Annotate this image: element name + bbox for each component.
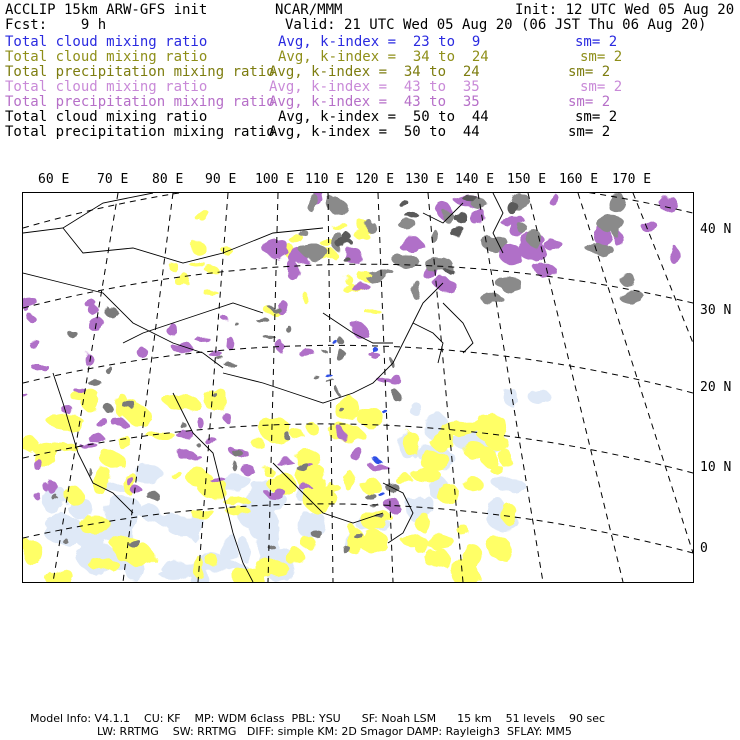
top-cloud-area [587, 243, 611, 254]
upper-cloud-area [278, 342, 285, 354]
top-cloud-area [127, 538, 140, 547]
legend-avg-6: Avg, k-index = 50 to 44 [269, 124, 480, 140]
upper-cloud-area [34, 458, 42, 471]
mid-cloud-area [465, 479, 485, 493]
top-cloud-area [209, 389, 214, 393]
legend-avg-3: Avg, k-index = 43 to 35 [269, 79, 480, 95]
mid-cloud-area [166, 395, 200, 411]
mid-cloud-area [307, 423, 319, 435]
top-cloud-core [338, 238, 352, 246]
mid-cloud-area [193, 210, 211, 221]
mid-cloud-area [498, 449, 512, 466]
upper-cloud-area [658, 195, 677, 211]
top-cloud-core [455, 215, 468, 223]
low-cloud-core [372, 347, 379, 352]
mid-cloud-area [23, 540, 43, 565]
legend-field-0: Total cloud mixing ratio [5, 34, 208, 50]
upper-cloud-area [349, 446, 362, 460]
legend-sm-2: sm= 2 [568, 64, 611, 80]
upper-cloud-area [369, 463, 388, 471]
mid-cloud-area [302, 293, 309, 303]
upper-cloud-area [352, 322, 366, 337]
upper-cloud-area [89, 318, 106, 333]
mid-cloud-area [335, 395, 359, 421]
upper-cloud-area [61, 406, 73, 414]
top-cloud-area [620, 274, 636, 287]
low-cloud-core [373, 459, 380, 463]
mid-cloud-area [79, 515, 110, 536]
lon-label: 150 E [507, 172, 547, 187]
coastline [443, 303, 473, 353]
top-cloud-core [449, 228, 467, 236]
upper-cloud-area [197, 418, 203, 429]
lon-label: 160 E [559, 172, 599, 187]
mid-cloud-area [477, 414, 507, 439]
top-cloud-area [606, 193, 625, 212]
mid-cloud-area [395, 475, 413, 484]
legend-sm-0: sm= 2 [575, 34, 618, 50]
mid-cloud-area [286, 549, 305, 566]
upper-cloud-area [273, 458, 291, 462]
legend-sm-5: sm= 2 [575, 109, 618, 125]
top-cloud-area [124, 402, 137, 410]
top-cloud-area [340, 340, 346, 347]
upper-cloud-area [390, 373, 400, 386]
top-cloud-area [307, 194, 320, 213]
title-center: NCAR/MMM [275, 2, 343, 18]
mid-cloud-area [415, 536, 427, 555]
lat-label: 40 N [700, 222, 732, 237]
top-cloud-area [179, 421, 185, 428]
upper-cloud-area [499, 217, 526, 225]
upper-cloud-area [85, 353, 93, 366]
coastline [23, 193, 153, 233]
top-cloud-area [103, 306, 116, 316]
legend-avg-2: Avg, k-index = 34 to 24 [269, 64, 480, 80]
top-cloud-area [329, 198, 346, 215]
mid-cloud-area [329, 221, 346, 227]
top-cloud-area [268, 304, 278, 310]
lat-label: 10 N [700, 460, 732, 475]
upper-cloud-area [130, 487, 143, 493]
upper-cloud-area [96, 416, 107, 428]
upper-cloud-area [545, 240, 563, 252]
mid-cloud-area [100, 450, 122, 467]
mid-cloud-area [420, 452, 451, 472]
lon-label: 110 E [305, 172, 345, 187]
top-cloud-area [481, 294, 504, 304]
mid-cloud-area [260, 419, 292, 443]
low-cloud-core [378, 491, 385, 496]
top-cloud-area [148, 496, 153, 499]
legend-field-2: Total precipitation mixing ratio [5, 64, 275, 80]
mid-cloud-area [320, 239, 335, 247]
top-cloud-area [599, 215, 625, 234]
upper-cloud-area [23, 395, 30, 400]
lon-label: 170 E [612, 172, 652, 187]
upper-cloud-area [547, 193, 559, 204]
mid-cloud-area [95, 467, 110, 482]
mid-cloud-area [502, 504, 517, 526]
mid-cloud-area [203, 386, 228, 411]
top-cloud-area [311, 374, 318, 377]
mid-cloud-area [360, 477, 380, 493]
legend-sm-4: sm= 2 [568, 94, 611, 110]
upper-cloud-area [186, 455, 202, 459]
coastline [413, 323, 443, 363]
low-cloud-light [491, 476, 510, 487]
upper-cloud-area [138, 348, 148, 359]
legend-avg-5: Avg, k-index = 50 to 44 [278, 109, 489, 125]
mid-cloud-area [44, 569, 75, 582]
mid-cloud-area [425, 536, 455, 549]
mid-cloud-area [124, 544, 154, 566]
top-cloud-area [326, 381, 336, 384]
upper-cloud-area [640, 220, 657, 232]
low-cloud-light [164, 512, 176, 529]
top-cloud-area [87, 467, 91, 475]
forecast-map [22, 192, 694, 583]
mid-cloud-area [403, 431, 420, 455]
top-cloud-area [342, 544, 348, 553]
title-left: ACCLIP 15km ARW-GFS init [5, 2, 208, 18]
top-cloud-area [256, 317, 269, 322]
top-cloud-area [235, 323, 240, 326]
lon-label: 80 E [152, 172, 184, 187]
mid-cloud-area [344, 470, 355, 491]
top-cloud-area [401, 220, 419, 232]
forecast-hour: Fcst: 9 h [5, 17, 107, 33]
top-cloud-area [103, 403, 112, 411]
top-cloud-area [56, 499, 61, 502]
upper-cloud-area [23, 297, 38, 308]
mid-cloud-area [425, 547, 450, 569]
low-cloud-light [529, 389, 551, 405]
top-cloud-core [444, 267, 452, 273]
lat-label: 0 [700, 541, 708, 556]
upper-cloud-area [534, 261, 554, 275]
mid-cloud-area [354, 230, 368, 239]
top-cloud-area [233, 461, 238, 471]
legend-field-3: Total cloud mixing ratio [5, 79, 208, 95]
legend-sm-3: sm= 2 [580, 79, 623, 95]
lon-label: 140 E [455, 172, 495, 187]
top-cloud-area [222, 362, 235, 365]
mid-cloud-area [362, 307, 379, 311]
valid-time: Valid: 21 UTC Wed 05 Aug 20 (06 JST Thu 06 Aug 20) [285, 17, 707, 33]
upper-cloud-area [26, 339, 39, 346]
legend-field-1: Total cloud mixing ratio [5, 49, 208, 65]
lon-label: 100 E [255, 172, 295, 187]
top-cloud-core [462, 195, 478, 200]
upper-cloud-area [27, 315, 35, 321]
top-cloud-area [350, 531, 361, 536]
mid-cloud-area [145, 431, 174, 439]
lat-label: 30 N [700, 303, 732, 318]
upper-cloud-area [227, 337, 235, 350]
top-cloud-core [344, 257, 351, 263]
mid-cloud-area [191, 264, 208, 269]
mid-cloud-area [167, 262, 178, 270]
upper-cloud-area [301, 349, 316, 360]
upper-cloud-area [351, 283, 370, 292]
mid-cloud-area [458, 524, 468, 536]
lat-label: 20 N [700, 380, 732, 395]
upper-cloud-area [33, 365, 51, 371]
top-cloud-area [410, 278, 419, 298]
coastline [23, 273, 223, 368]
graticule-line [633, 193, 693, 343]
mid-cloud-area [190, 509, 215, 518]
low-cloud-light [161, 571, 187, 580]
lon-label: 70 E [97, 172, 129, 187]
upper-cloud-area [267, 491, 282, 500]
low-cloud-light [409, 405, 424, 416]
mid-cloud-area [342, 275, 352, 282]
init-time: Init: 12 UTC Wed 05 Aug 20 [515, 2, 735, 18]
mid-cloud-area [357, 406, 382, 428]
mid-cloud-area [226, 507, 251, 516]
mid-cloud-area [192, 555, 203, 577]
mid-cloud-area [302, 539, 318, 550]
low-cloud-core [381, 408, 386, 412]
upper-cloud-area [124, 474, 132, 484]
lon-label: 130 E [405, 172, 445, 187]
upper-cloud-area [223, 317, 229, 322]
mid-cloud-area [260, 562, 290, 576]
top-cloud-area [88, 379, 101, 386]
top-cloud-area [313, 530, 322, 540]
model-info-line2: LW: RRTMG SW: RRTMG DIFF: simple KM: 2D Smagor DAMP: Rayleigh3 SFLAY: MM5 [97, 725, 572, 738]
upper-cloud-area [208, 475, 224, 481]
legend-field-6: Total precipitation mixing ratio [5, 124, 275, 140]
upper-cloud-area [112, 418, 126, 428]
upper-cloud-area [33, 491, 40, 498]
top-cloud-area [197, 443, 201, 447]
top-cloud-area [619, 291, 645, 304]
top-cloud-area [68, 329, 76, 338]
mid-cloud-area [360, 531, 389, 555]
top-cloud-core [406, 214, 420, 219]
mid-cloud-area [202, 289, 217, 294]
top-cloud-area [364, 219, 374, 230]
mid-cloud-area [480, 448, 496, 466]
top-cloud-area [518, 224, 528, 234]
upper-cloud-area [72, 386, 85, 391]
mid-cloud-area [251, 438, 265, 447]
legend-avg-0: Avg, k-index = 23 to 9 [278, 34, 481, 50]
top-cloud-area [282, 432, 290, 438]
upper-cloud-area [670, 246, 679, 265]
upper-cloud-area [241, 466, 255, 475]
upper-cloud-area [88, 436, 106, 442]
upper-cloud-area [299, 485, 312, 490]
legend-field-4: Total precipitation mixing ratio [5, 94, 275, 110]
legend-field-5: Total cloud mixing ratio [5, 109, 208, 125]
upper-cloud-area [194, 337, 210, 341]
top-cloud-area [296, 461, 308, 471]
mid-cloud-area [206, 267, 219, 275]
top-cloud-area [321, 348, 325, 351]
mid-cloud-area [88, 558, 119, 571]
top-cloud-area [388, 358, 393, 365]
top-cloud-area [103, 366, 112, 373]
top-cloud-area [336, 353, 349, 362]
legend-sm-1: sm= 2 [580, 49, 623, 65]
top-cloud-area [303, 245, 329, 260]
low-cloud-light [238, 538, 251, 561]
low-cloud-core [333, 342, 340, 345]
upper-cloud-area [223, 412, 230, 422]
top-cloud-area [496, 277, 522, 290]
coastline [123, 303, 263, 343]
low-cloud-core [325, 375, 333, 378]
top-cloud-core [396, 198, 407, 205]
top-cloud-area [267, 542, 274, 548]
mid-cloud-area [291, 431, 305, 440]
low-cloud-light [255, 508, 277, 534]
model-info-line1: Model Info: V4.1.1 CU: KF MP: WDM 6class PBL: YSU SF: Noah LSM 15 km 51 levels 90 sec [30, 712, 606, 725]
mid-cloud-area [414, 516, 434, 531]
upper-cloud-area [371, 353, 381, 359]
mid-cloud-area [205, 556, 220, 566]
top-cloud-area [364, 493, 376, 499]
map-canvas [23, 193, 693, 582]
lon-label: 120 E [355, 172, 395, 187]
top-cloud-area [234, 448, 241, 458]
low-cloud-light [113, 497, 138, 511]
upper-cloud-area [338, 429, 347, 441]
top-cloud-core [507, 201, 518, 214]
upper-cloud-area [47, 480, 56, 494]
mid-cloud-area [191, 241, 205, 254]
top-cloud-area [62, 536, 66, 543]
graticule-line [23, 345, 693, 393]
mid-cloud-area [169, 470, 181, 478]
top-cloud-area [299, 230, 308, 238]
legend-avg-4: Avg, k-index = 43 to 35 [269, 94, 480, 110]
mid-cloud-area [487, 537, 511, 559]
lon-label: 60 E [38, 172, 70, 187]
mid-cloud-area [117, 437, 129, 448]
top-cloud-area [215, 356, 224, 359]
legend-sm-6: sm= 2 [568, 124, 611, 140]
lon-label: 90 E [205, 172, 237, 187]
upper-cloud-area [399, 237, 424, 252]
upper-cloud-area [385, 497, 399, 511]
top-cloud-area [286, 326, 291, 333]
top-cloud-area [394, 391, 401, 402]
upper-cloud-area [88, 305, 98, 315]
legend-avg-1: Avg, k-index = 34 to 24 [278, 49, 489, 65]
top-cloud-area [336, 388, 340, 395]
mid-cloud-area [48, 414, 84, 429]
upper-cloud-area [471, 207, 485, 226]
top-cloud-area [340, 409, 346, 413]
